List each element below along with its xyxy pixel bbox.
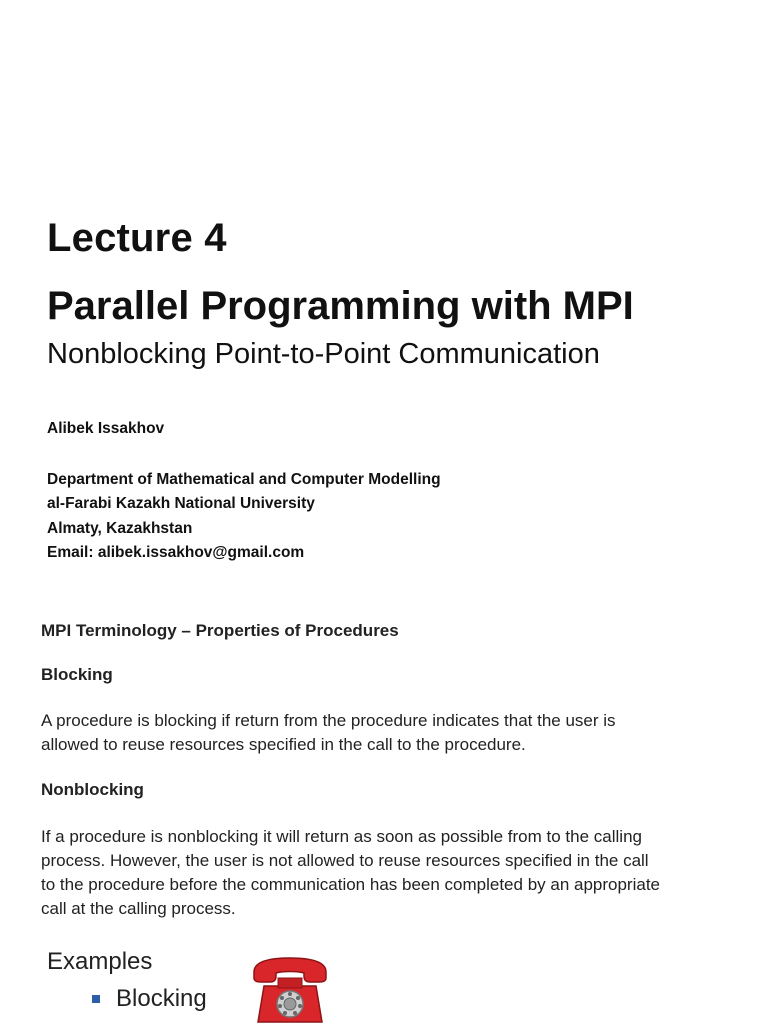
- lecture-subtitle: Nonblocking Point-to-Point Communication: [47, 338, 600, 370]
- blocking-heading: Blocking: [41, 665, 113, 684]
- department-line: Department of Mathematical and Computer Modelling: [47, 471, 441, 488]
- blocking-paragraph: [41, 709, 751, 757]
- bullet-square-icon: [92, 995, 100, 1003]
- terminology-slide: [0, 580, 768, 1024]
- author-name: Alibek Issakhov: [47, 420, 165, 437]
- nonblocking-line: to the procedure before the communication has been completed by an appropriate: [41, 875, 661, 894]
- examples-heading: Examples: [47, 948, 153, 975]
- nonblocking-line: If a procedure is nonblocking it will return as soon as possible from to the calling: [41, 827, 642, 846]
- nonblocking-paragraph: [41, 825, 751, 921]
- affiliation-block: [47, 468, 441, 565]
- nonblocking-line: process. However, the user is not allowed to reuse resources specified in the call: [41, 851, 649, 870]
- examples-bullet: [92, 985, 207, 1013]
- email-line: Email: alibek.issakhov@gmail.com: [47, 543, 305, 561]
- slide-title: MPI Terminology – Properties of Procedures: [41, 621, 399, 640]
- course-title: Parallel Programming with MPI: [47, 284, 634, 328]
- location-line: Almaty, Kazakhstan: [47, 519, 193, 537]
- telephone-icon: [248, 954, 332, 1024]
- lecture-number: Lecture 4: [47, 216, 227, 260]
- nonblocking-line: call at the calling process.: [41, 899, 236, 918]
- university-line: al-Farabi Kazakh National University: [47, 495, 315, 513]
- blocking-line: A procedure is blocking if return from the procedure indicates that the user is: [41, 711, 616, 730]
- bullet-label: Blocking: [116, 985, 207, 1012]
- nonblocking-heading: Nonblocking: [41, 780, 144, 799]
- blocking-line: allowed to reuse resources specified in the call to the procedure.: [41, 735, 526, 754]
